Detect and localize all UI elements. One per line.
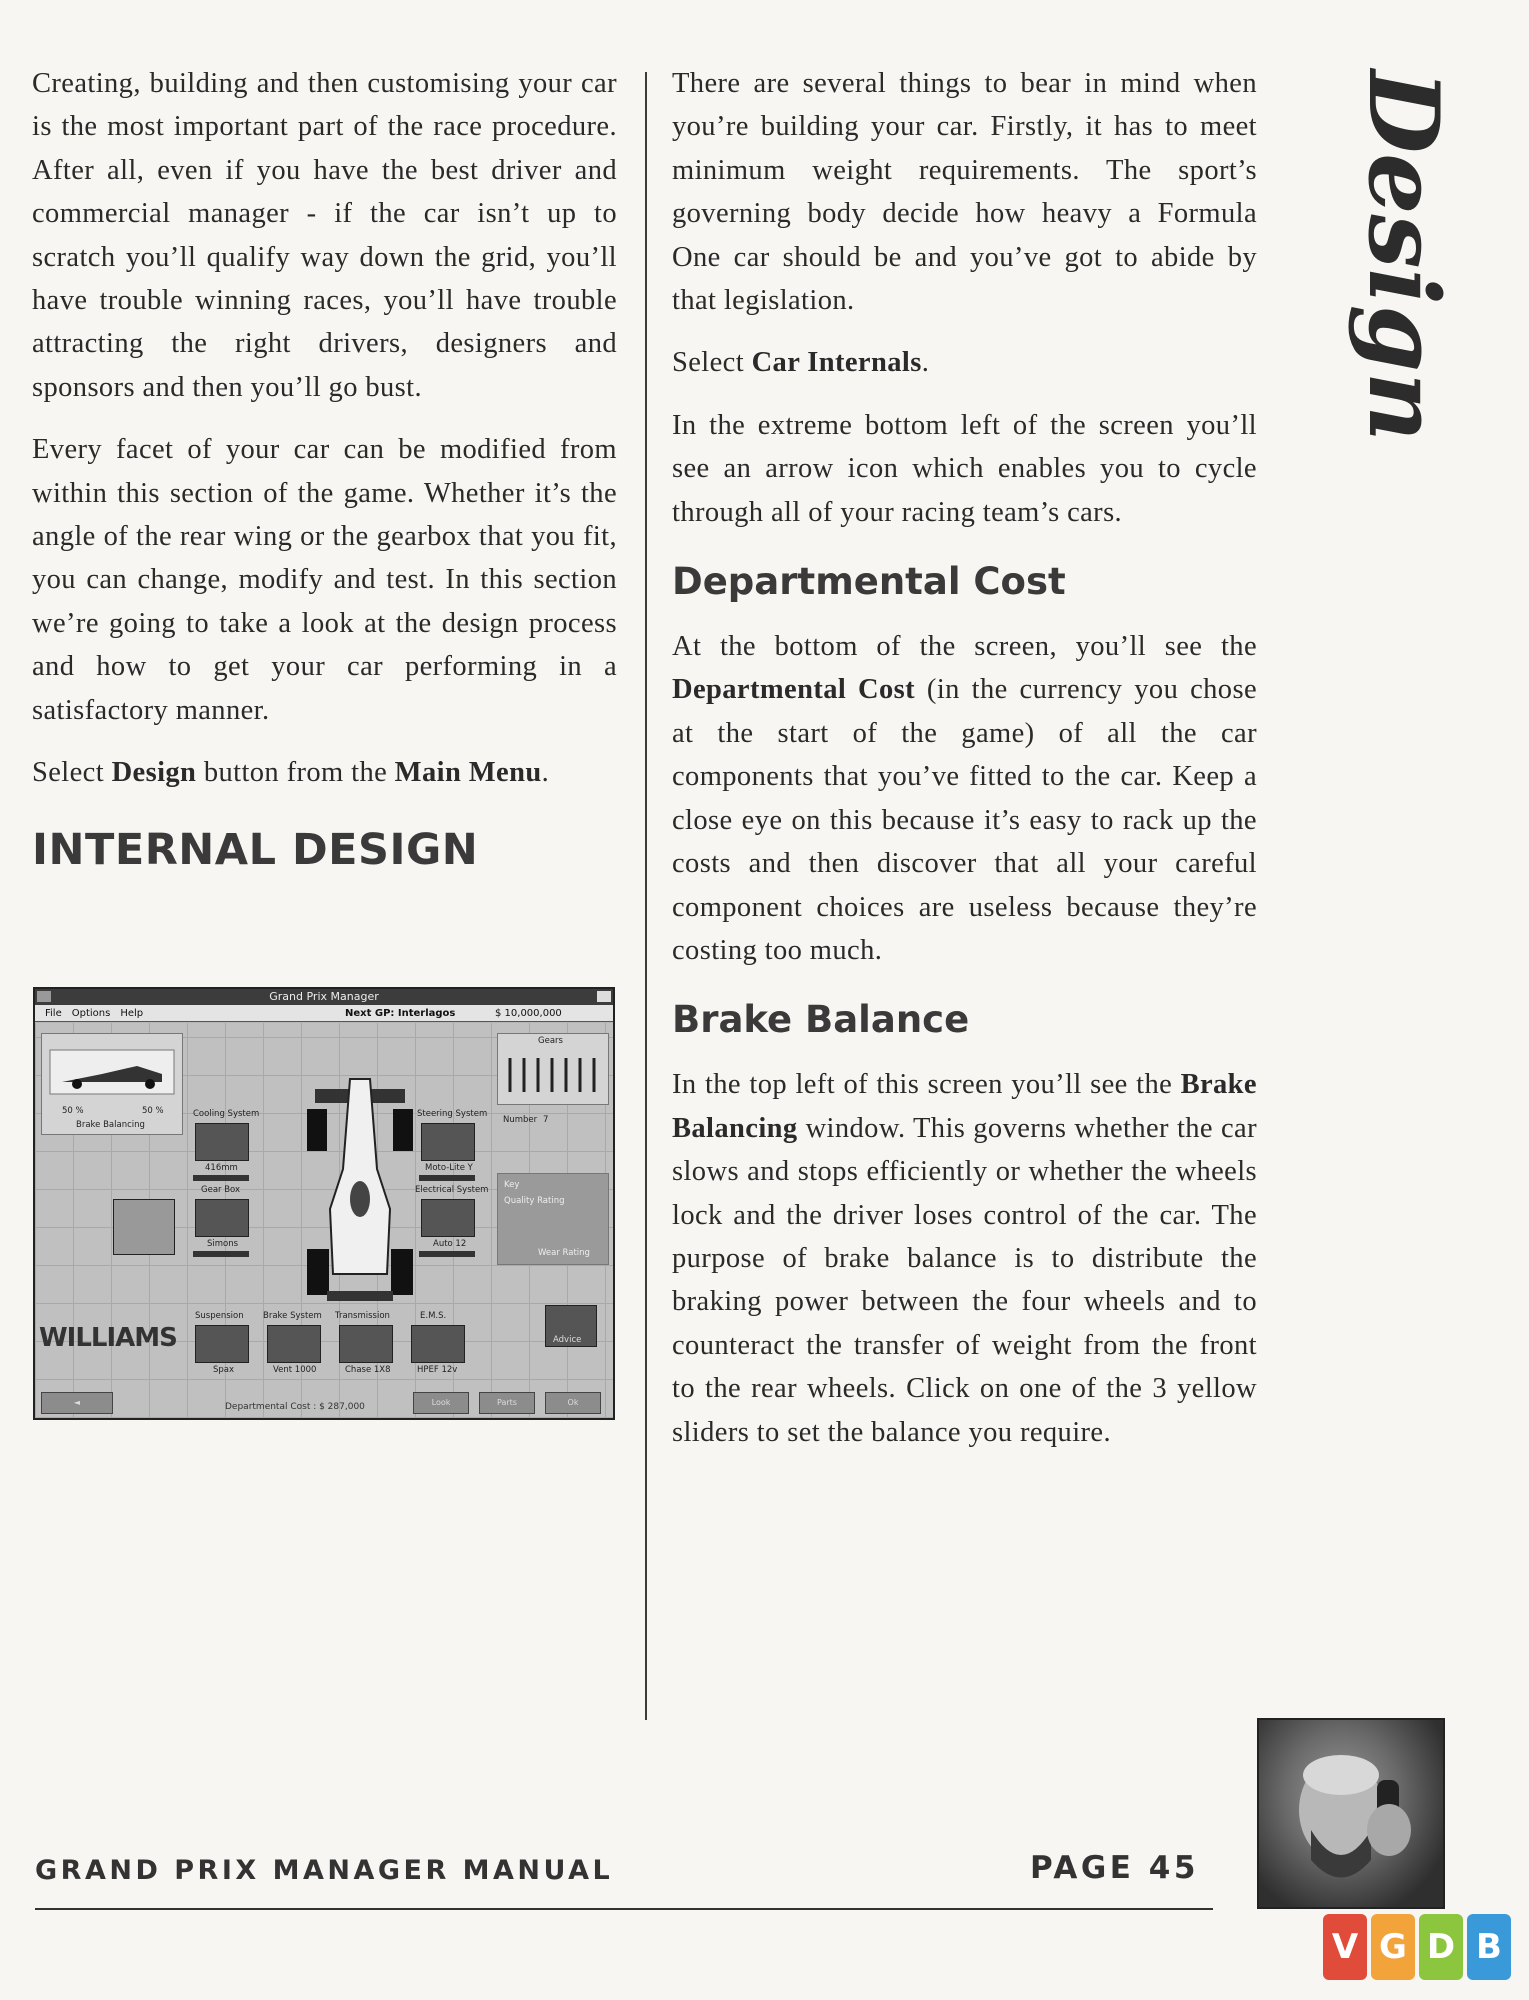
ems-chip — [411, 1325, 465, 1363]
advice-label: Advice — [553, 1335, 582, 1345]
departmental-cost-paragraph: At the bottom of the screen, you’ll see the Departmental Cost (in the currency you chose at the start of the game) of all the car components that you’ve fitted to the car. Keep a close eye on this because it’s easy to rack up the costs and then discover that all your careful component choices are useless because they’re costing too much. — [672, 631, 1257, 966]
screenshot-titlebar — [35, 989, 613, 1005]
ok-button: Ok — [545, 1392, 601, 1414]
intro-paragraph: Creating, building and then customising your car is the most important part of the race procedure. After all, even if you have the best driver and commercial manager - if the car isn’t up to scratch you’ll qualify way down the grid, you’ll have trouble winning races, you’ll have trouble attracting the right drivers, designers and sponsors and then you’ll go bust. — [32, 68, 617, 403]
man-on-phone-photo — [1257, 1718, 1445, 1909]
select-design-paragraph: Select Design button from the Main Menu. — [32, 757, 550, 789]
vgdb-letter-g: G — [1371, 1914, 1415, 1980]
gearbox-bar — [193, 1251, 249, 1257]
internal-design-heading: INTERNAL DESIGN — [32, 824, 479, 875]
brake-left-value: 50 % — [62, 1106, 84, 1116]
footer-manual-title: GRAND PRIX MANAGER MANUAL — [35, 1855, 614, 1886]
key-label: Key — [504, 1180, 520, 1190]
vgdb-watermark — [1323, 1914, 1511, 1980]
system-menu-icon — [37, 991, 51, 1002]
wear-rating-label: Wear Rating — [538, 1248, 590, 1258]
cycle-cars-arrow-icon: ◄ — [41, 1392, 113, 1414]
number-value: 7 — [543, 1115, 549, 1125]
key-panel — [497, 1173, 609, 1265]
cooling-bar — [193, 1175, 249, 1181]
vgdb-letter-b: B — [1467, 1914, 1511, 1980]
brake-system-label: Brake System — [263, 1311, 322, 1321]
vgdb-letter-d: D — [1419, 1914, 1463, 1980]
footer-rule — [35, 1908, 1213, 1910]
money-label: $ 10,000,000 — [495, 1007, 562, 1019]
brake-balance-paragraph: In the top left of this screen you’ll see the Brake Balancing window. This governs whether the car slows and stops efficiently or whether the wheels lock and the driver loses control of the car. The purpose of brake balance is to distribute the braking power between the four wheels and to counteract the transfer of weight from the front to the rear wheels. Click on one of the 3 yellow sliders to set the balance you require. — [672, 1069, 1257, 1448]
game-screenshot — [33, 987, 615, 1420]
screenshot-title: Grand Prix Manager — [269, 990, 379, 1003]
page-number: PAGE 45 — [1030, 1850, 1199, 1886]
steering-system-label: Steering System — [417, 1109, 488, 1119]
screenshot-menubar — [35, 1005, 613, 1022]
gear-sliders-icon — [498, 1050, 608, 1100]
steering-bar — [419, 1175, 475, 1181]
select-internals-paragraph: Select Car Internals. — [672, 347, 930, 379]
brake-balance-heading: Brake Balance — [672, 998, 970, 1042]
chapter-side-title: Design — [1347, 70, 1460, 442]
gearbox-label: Gear Box — [201, 1185, 241, 1195]
transmission-label: Transmission — [335, 1311, 390, 1321]
cooling-system-label: Cooling System — [193, 1109, 260, 1119]
departmental-cost-heading: Departmental Cost — [672, 560, 1066, 604]
cooling-system-value: 416mm — [205, 1163, 238, 1173]
gearbox-chip — [195, 1199, 249, 1237]
electrical-system-chip — [421, 1199, 475, 1237]
suspension-label: Suspension — [195, 1311, 244, 1321]
facet-paragraph: Every facet of your car can be modified from within this section of the game. Whether it’s the angle of the rear wing or the gearbox that you fit, you can change, modify and test. In this section we’re going to take a look at the design process and how to get your car performing in a satisfactory manner. — [32, 434, 617, 726]
transmission-chip — [339, 1325, 393, 1363]
number-label: Number — [503, 1115, 538, 1125]
menu-help: Help — [120, 1007, 144, 1019]
left-column — [32, 62, 617, 905]
gears-panel — [497, 1033, 609, 1105]
brake-system-chip — [267, 1325, 321, 1363]
transmission-value: Chase 1X8 — [345, 1365, 391, 1375]
column-divider — [645, 72, 647, 1720]
next-gp-label: Next GP: Interlagos — [345, 1007, 456, 1019]
screenshot-body — [35, 1023, 613, 1418]
right-column — [672, 62, 1257, 1473]
vgdb-letter-v: V — [1323, 1914, 1367, 1980]
fuel-tank-chip — [113, 1199, 175, 1255]
gears-label: Gears — [538, 1036, 563, 1046]
team-name-logo: WILLIAMS — [39, 1323, 177, 1353]
gearbox-value: Simons — [207, 1239, 239, 1249]
brake-system-value: Vent 1000 — [273, 1365, 317, 1375]
maximize-icon — [597, 991, 611, 1002]
arrow-icon-paragraph: In the extreme bottom left of the screen you’ll see an arrow icon which enables you to cycle through all of your racing team’s cars. — [672, 409, 1257, 528]
car-top-view-icon — [305, 1069, 415, 1314]
electrical-system-value: Auto 12 — [433, 1239, 467, 1249]
parts-button: Parts — [479, 1392, 535, 1414]
quality-rating-label: Quality Rating — [504, 1196, 565, 1206]
ems-label: E.M.S. — [420, 1311, 447, 1321]
brake-right-value: 50 % — [142, 1106, 164, 1116]
menu-file: File — [45, 1007, 62, 1019]
ems-value: HPEF 12v — [417, 1365, 458, 1375]
electrical-bar — [419, 1251, 475, 1257]
look-button: Look — [413, 1392, 469, 1414]
departmental-cost-status: Departmental Cost : $ 287,000 — [225, 1402, 365, 1412]
suspension-value: Spax — [213, 1365, 235, 1375]
brake-balancing-panel — [41, 1033, 183, 1135]
cooling-system-chip — [195, 1123, 249, 1161]
weight-paragraph: There are several things to bear in mind when you’re building your car. Firstly, it has to meet minimum weight requirements. The sport’s governing body decide how heavy a Formula One car should be and you’ve got to abide by that legislation. — [672, 68, 1257, 317]
steering-system-chip — [421, 1123, 475, 1161]
menu-options: Options — [71, 1007, 111, 1019]
car-side-icon — [42, 1044, 182, 1104]
electrical-system-label: Electrical System — [415, 1185, 489, 1195]
brake-balancing-label: Brake Balancing — [76, 1120, 145, 1130]
steering-system-value: Moto-Lite Y — [425, 1163, 473, 1173]
suspension-chip — [195, 1325, 249, 1363]
